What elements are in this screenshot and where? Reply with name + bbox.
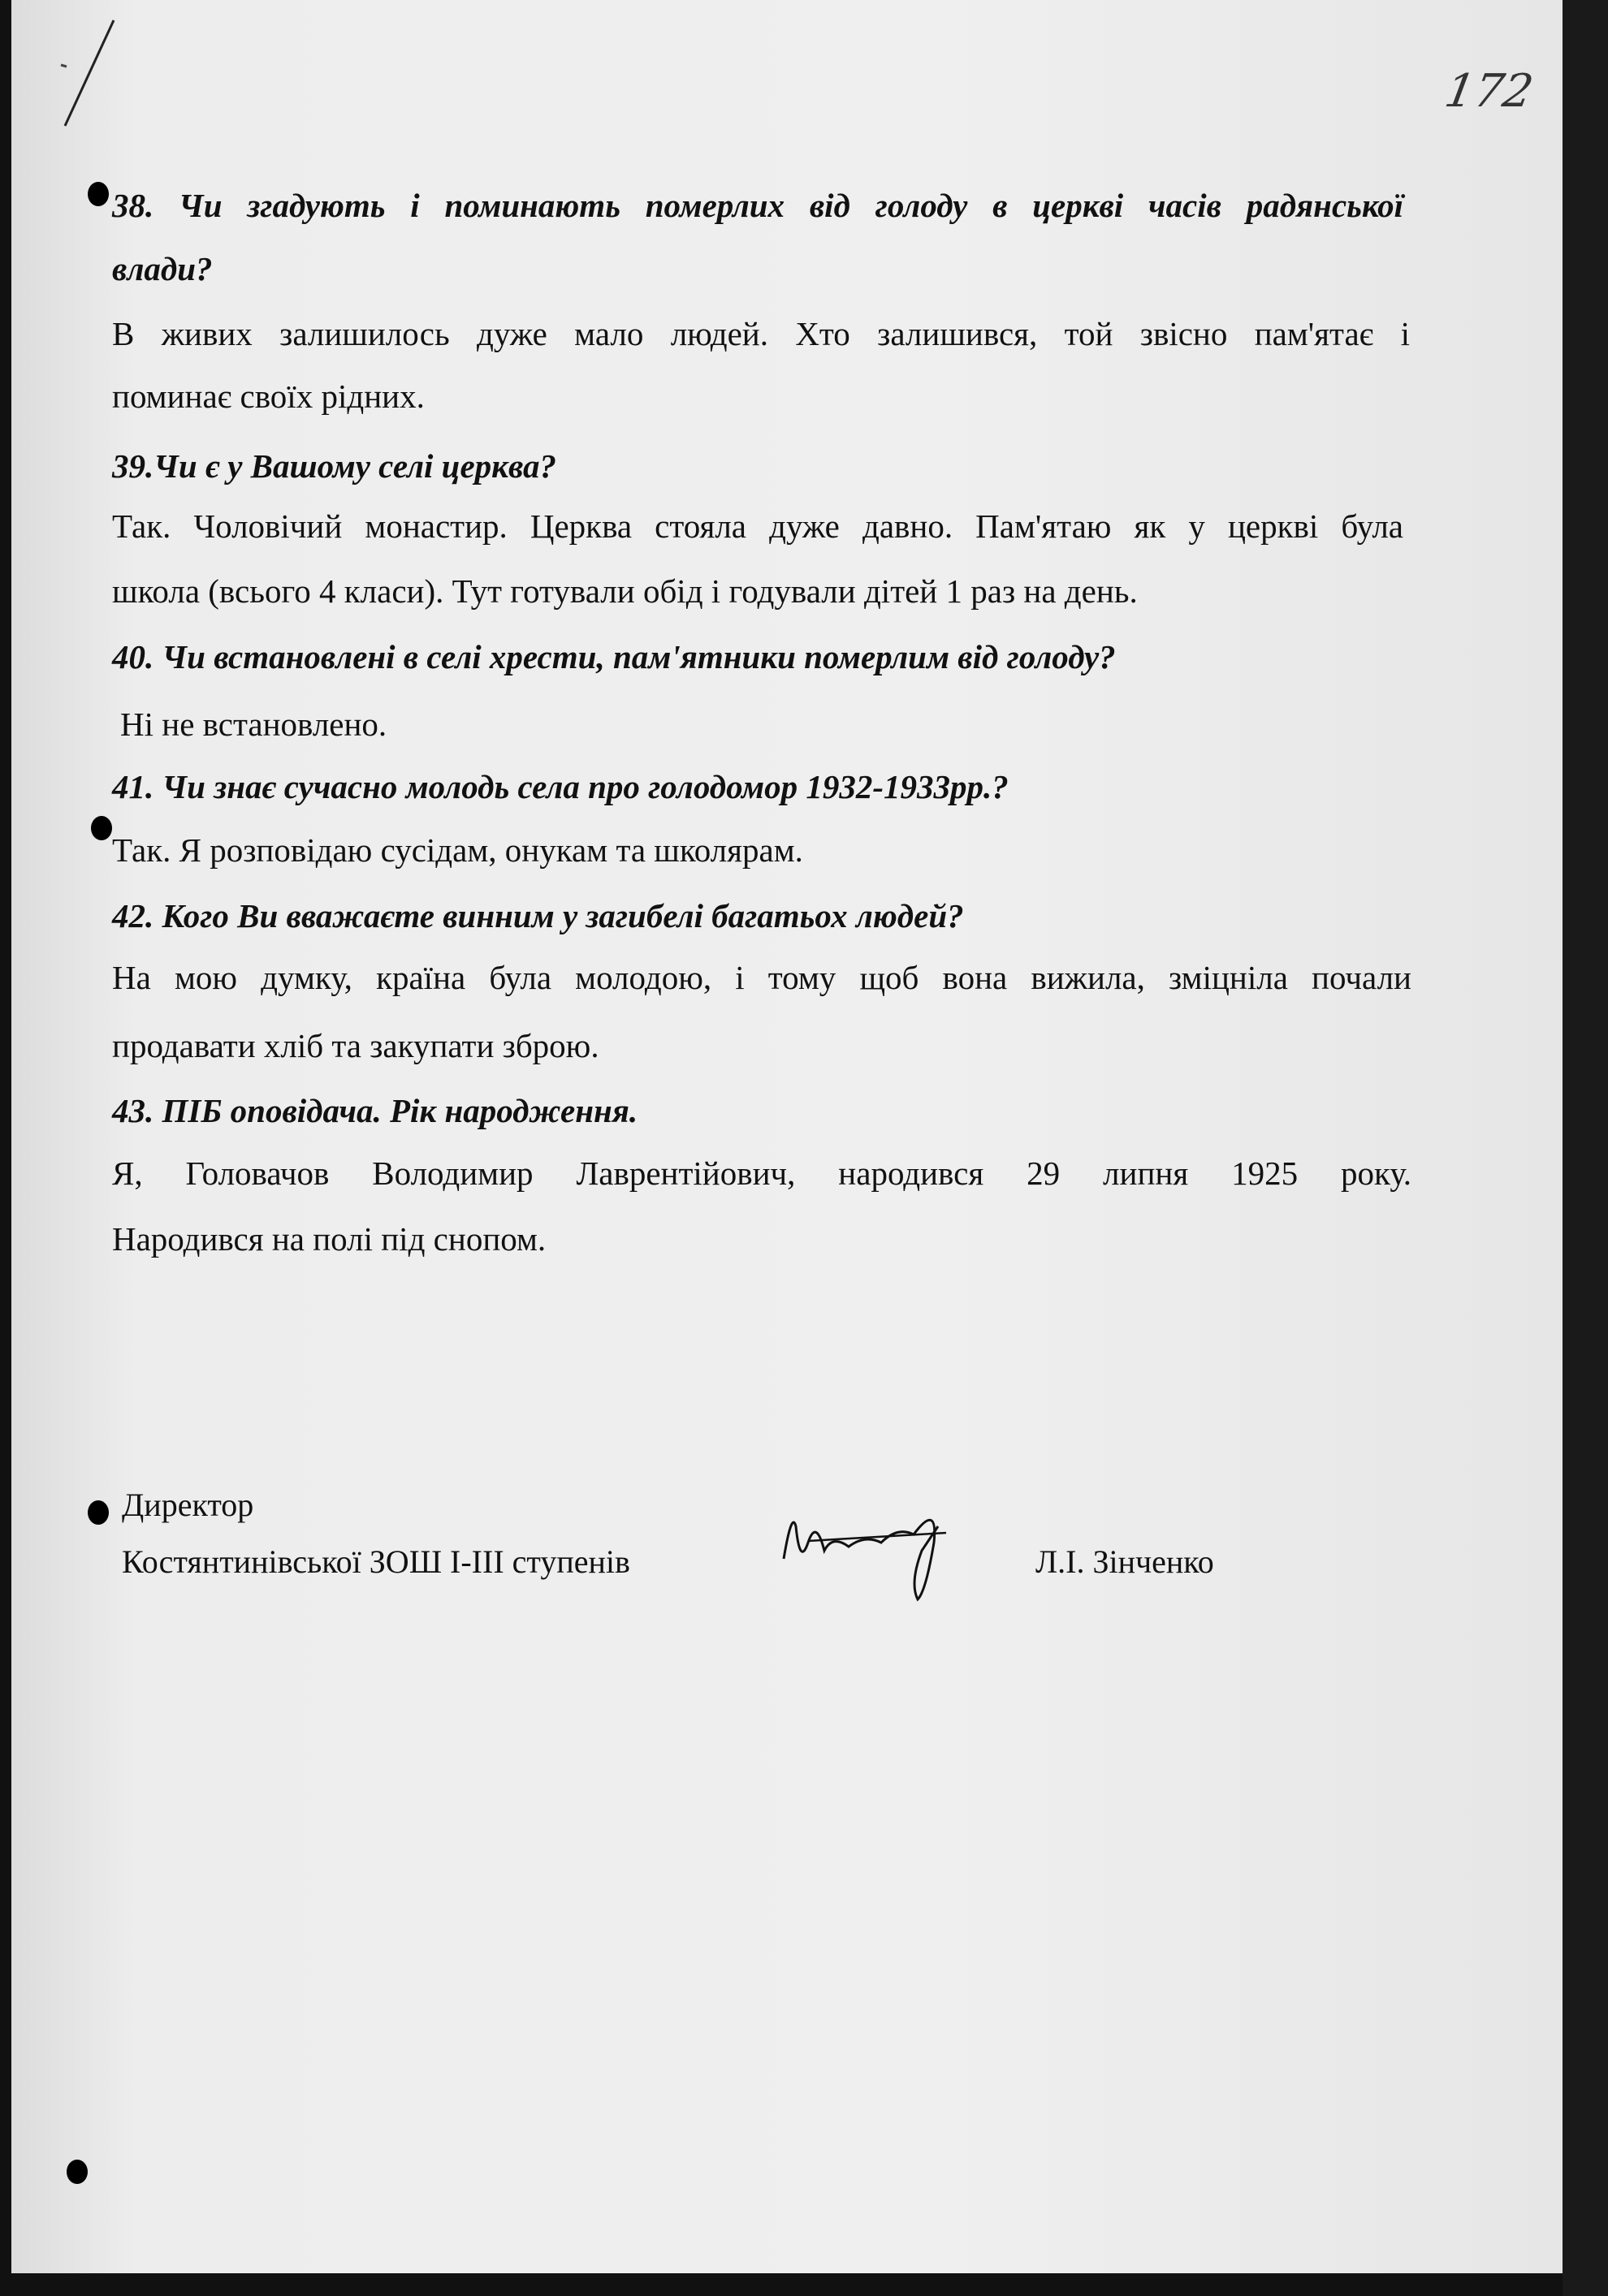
signer-organization: Костянтинівської ЗОШ І-ІІІ ступенів bbox=[122, 1543, 630, 1580]
punch-hole bbox=[91, 816, 112, 840]
question-42: 42. Кого Ви вважаєте винним у загибелі багатьох людей? bbox=[112, 897, 964, 934]
question-38: 38. Чи згадують і поминають померлих від голоду в церкві часів радянської bbox=[112, 187, 1403, 224]
signer-name: Л.І. Зінченко bbox=[1035, 1543, 1214, 1580]
question-43: 43. ПІБ оповідача. Рік народження. bbox=[112, 1092, 638, 1129]
question-38-cont: влади? bbox=[112, 250, 213, 287]
question-39: 39.Чи є у Вашому селі церква? bbox=[112, 447, 556, 485]
page-number: 172 bbox=[1441, 65, 1537, 118]
question-41: 41. Чи знає сучасно молодь села про голодомор 1932-1933рр.? bbox=[112, 768, 1009, 805]
signer-position: Директор bbox=[122, 1487, 254, 1523]
punch-hole bbox=[88, 1500, 109, 1525]
answer-41: Так. Я розповідаю сусідам, онукам та школярам. bbox=[112, 831, 803, 869]
answer-38-line1: В живих залишилось дуже мало людей. Хто залишився, той звісно пам'ятає і bbox=[112, 315, 1410, 352]
handwritten-signature bbox=[776, 1494, 970, 1608]
answer-43-line2: Народився на полі під снопом. bbox=[112, 1220, 547, 1258]
punch-hole bbox=[67, 2160, 88, 2184]
punch-hole bbox=[88, 182, 109, 206]
answer-43-line1: Я, Головачов Володимир Лаврентійович, народився 29 липня 1925 року. bbox=[112, 1154, 1411, 1192]
scan-edge bbox=[1563, 0, 1608, 2296]
question-40: 40. Чи встановлені в селі хрести, пам'ятники померлим від голоду? bbox=[112, 638, 1116, 675]
answer-39-line2: школа (всього 4 класи). Тут готували обід і годували дітей 1 раз на день. bbox=[112, 572, 1138, 610]
answer-42-line2: продавати хліб та закупати зброю. bbox=[112, 1027, 599, 1064]
answer-40: Ні не встановлено. bbox=[120, 706, 387, 743]
answer-39-line1: Так. Чоловічий монастир. Церква стояла дуже давно. Пам'ятаю як у церкві була bbox=[112, 507, 1403, 545]
corner-fold-mark bbox=[57, 16, 122, 130]
answer-42-line1: На мою думку, країна була молодою, і тому щоб вона вижила, зміцніла почали bbox=[112, 959, 1411, 996]
answer-38-line2: поминає своїх рідних. bbox=[112, 378, 425, 415]
